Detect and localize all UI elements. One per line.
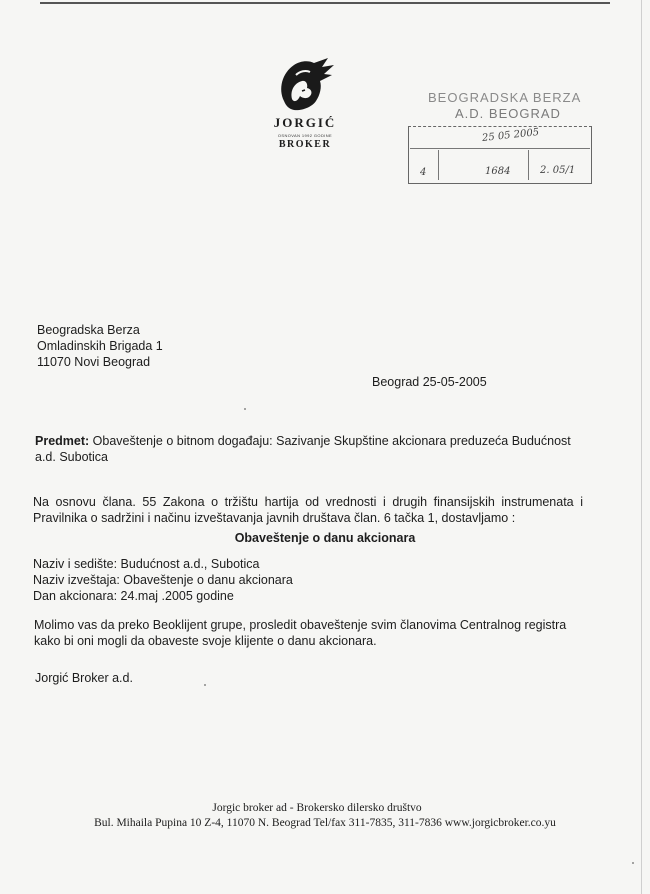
recipient-line: 11070 Novi Beograd: [37, 355, 151, 369]
stamp-divider: [438, 150, 439, 180]
stamp-cell: 4: [420, 167, 427, 178]
signature: Jorgić Broker a.d.: [35, 671, 133, 685]
body-paragraph-1: Na osnovu člana. 55 Zakona o tržištu hartija od vrednosti i drugih finansijskih instrumenata i Pravilnika o sadržini i načinu izveštavanja javnih društava član. 6 tačka 1, dostavljamo :: [33, 495, 583, 525]
stamp-cell: 1684: [485, 166, 511, 177]
scan-speck: [204, 684, 206, 686]
stamp-divider: [528, 150, 529, 180]
recipient-address: [37, 322, 163, 370]
logo-name: JORGIĆ: [273, 115, 337, 130]
scan-speck: [244, 408, 246, 410]
logo-since: OSNOVAN 1992 GODINE: [277, 133, 333, 138]
subject-line: [35, 433, 580, 465]
logo-subtitle: BROKER: [278, 139, 332, 150]
footer-company: Jorgic broker ad - Brokersko dilersko društvo: [212, 802, 422, 814]
footer-address: Bul. Mihaila Pupina 10 Z-4, 11070 N. Beograd Tel/fax 311-7835, 311-7836 www.jorgicbroker.co.yu: [94, 817, 556, 829]
stamp-date: 25 05 2005: [481, 127, 540, 144]
received-stamp: [400, 90, 595, 195]
detail-line: Naziv izveštaja: Obaveštenje o danu akcionara: [33, 573, 293, 587]
notice-details: [33, 556, 293, 604]
company-logo: [255, 55, 355, 150]
scan-edge-right: [641, 0, 642, 894]
stamp-title: BEOGRADSKA BERZA: [428, 90, 582, 105]
scan-speck: [632, 862, 634, 864]
body-paragraph-2: Molimo vas da preko Beoklijent grupe, prosledit obaveštenje svim članovima Centralnog registra kako bi oni mogli da obaveste svoje klijente o danu akcionara.: [34, 618, 567, 648]
scan-edge-line: [40, 2, 610, 4]
stamp-cell: 2. 05/1: [540, 165, 576, 176]
recipient-line: Omladinskih Brigada 1: [37, 339, 163, 353]
notice-heading: Obaveštenje o danu akcionara: [234, 531, 416, 545]
hermes-head-icon: [272, 55, 338, 113]
stamp-divider: [410, 148, 590, 149]
stamp-city: A.D. BEOGRAD: [455, 106, 561, 121]
letter-date: Beograd 25-05-2005: [372, 375, 487, 389]
subject-text: Obaveštenje o bitnom događaju: Sazivanje Skupštine akcionara preduzeća Budućnost a.d. Subotica: [35, 434, 571, 464]
detail-line: Naziv i sedište: Budućnost a.d., Subotica: [33, 557, 260, 571]
recipient-line: Beogradska Berza: [37, 323, 140, 337]
detail-line: Dan akcionara: 24.maj .2005 godine: [33, 589, 234, 603]
subject-label: Predmet:: [35, 434, 90, 448]
